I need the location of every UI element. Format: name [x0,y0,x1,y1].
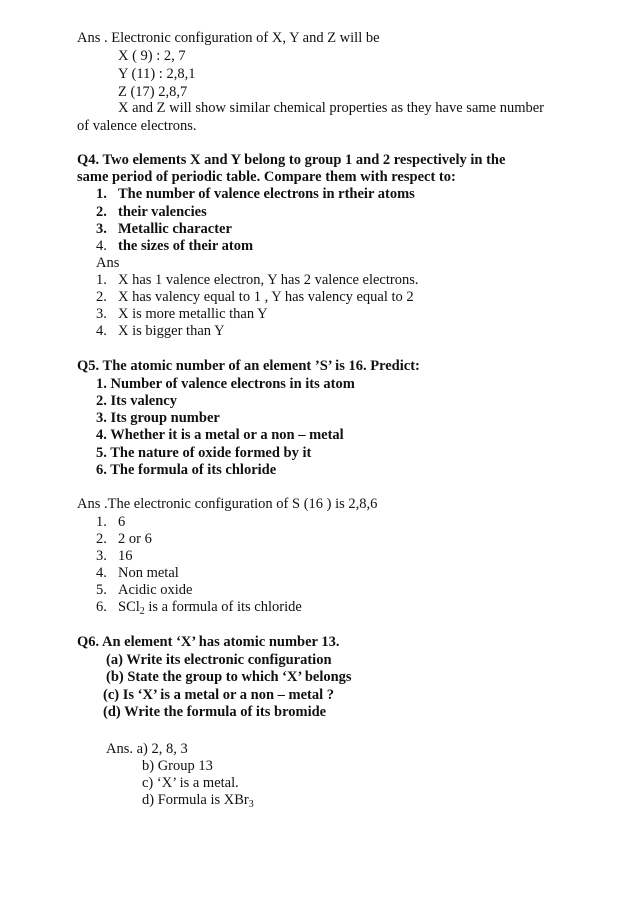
q4-ans-label: Ans [96,255,120,271]
q5-answer-3: 3. 16 [96,548,133,564]
q4-answer-4: 4. X is bigger than Y [96,323,225,339]
q3-conclusion-line2: of valence electrons. [77,118,197,134]
q6-part-d: (d) Write the formula of its bromide [103,704,327,720]
q6-answer-b: b) Group 13 [142,758,213,774]
q4-answer-2: 2. X has valency equal to 1 , Y has valency equal to 2 [96,289,414,305]
q5-answer-6: 6. SCl$_2$ is a formula of its chloride [96,599,302,617]
q6-answer-c: c) ‘X’ is a metal. [142,775,239,791]
q6-part-a: (a) Write its electronic configuration [106,652,332,668]
q4-part-1: 1. The number of valence electrons in rtheir atoms [96,186,415,202]
q3-ans-intro: Ans . Electronic configuration of X, Y and Z will be [77,30,380,46]
q5-answer-2: 2. 2 or 6 [96,531,152,547]
q4-part-2: 2. their valencies [96,204,207,220]
q5-part-6: 6. The formula of its chloride [96,462,277,478]
q5-answer-1: 1. 6 [96,514,126,530]
q6-part-b: (b) State the group to which ‘X’ belongs [106,669,352,685]
q4-question-line1: Q4. Two elements X and Y belong to group 1 and 2 respectively in the [77,152,506,168]
q5-part-4: 4. Whether it is a metal or a non – metal [96,427,344,443]
q5-answer-4: 4. Non metal [96,565,179,581]
q3-config-x: X ( 9) : 2, 7 [118,48,186,64]
q5-ans-intro: Ans .The electronic configuration of S (16 ) is 2,8,6 [77,496,378,512]
q6-question: Q6. An element ‘X’ has atomic number 13. [77,634,340,650]
q4-part-4: 4. the sizes of their atom [96,238,254,254]
q5-part-1: 1. Number of valence electrons in its atom [96,376,355,392]
q5-question: Q5. The atomic number of an element ’S’ is 16. Predict: [77,358,420,374]
q4-answer-1: 1. X has 1 valence electron, Y has 2 valence electrons. [96,272,419,288]
q5-part-3: 3. Its group number [96,410,220,426]
q4-part-3: 3. Metallic character [96,221,232,237]
q6-answer-a: Ans. a) 2, 8, 3 [106,741,188,757]
q4-question-line2: same period of periodic table. Compare them with respect to: [77,169,456,185]
q5-answer-5: 5. Acidic oxide [96,582,193,598]
q6-answer-d: d) Formula is XBr$_3$ [142,792,254,810]
q3-config-y: Y (11) : 2,8,1 [118,66,196,82]
q3-conclusion-line1: X and Z will show similar chemical properties as they have same number [118,100,545,116]
q3-config-z: Z (17) 2,8,7 [118,84,188,100]
q6-part-c: (c) Is ‘X’ is a metal or a non – metal ? [103,687,335,703]
q5-part-5: 5. The nature of oxide formed by it [96,445,312,461]
q4-answer-3: 3. X is more metallic than Y [96,306,268,322]
q5-part-2: 2. Its valency [96,393,177,409]
